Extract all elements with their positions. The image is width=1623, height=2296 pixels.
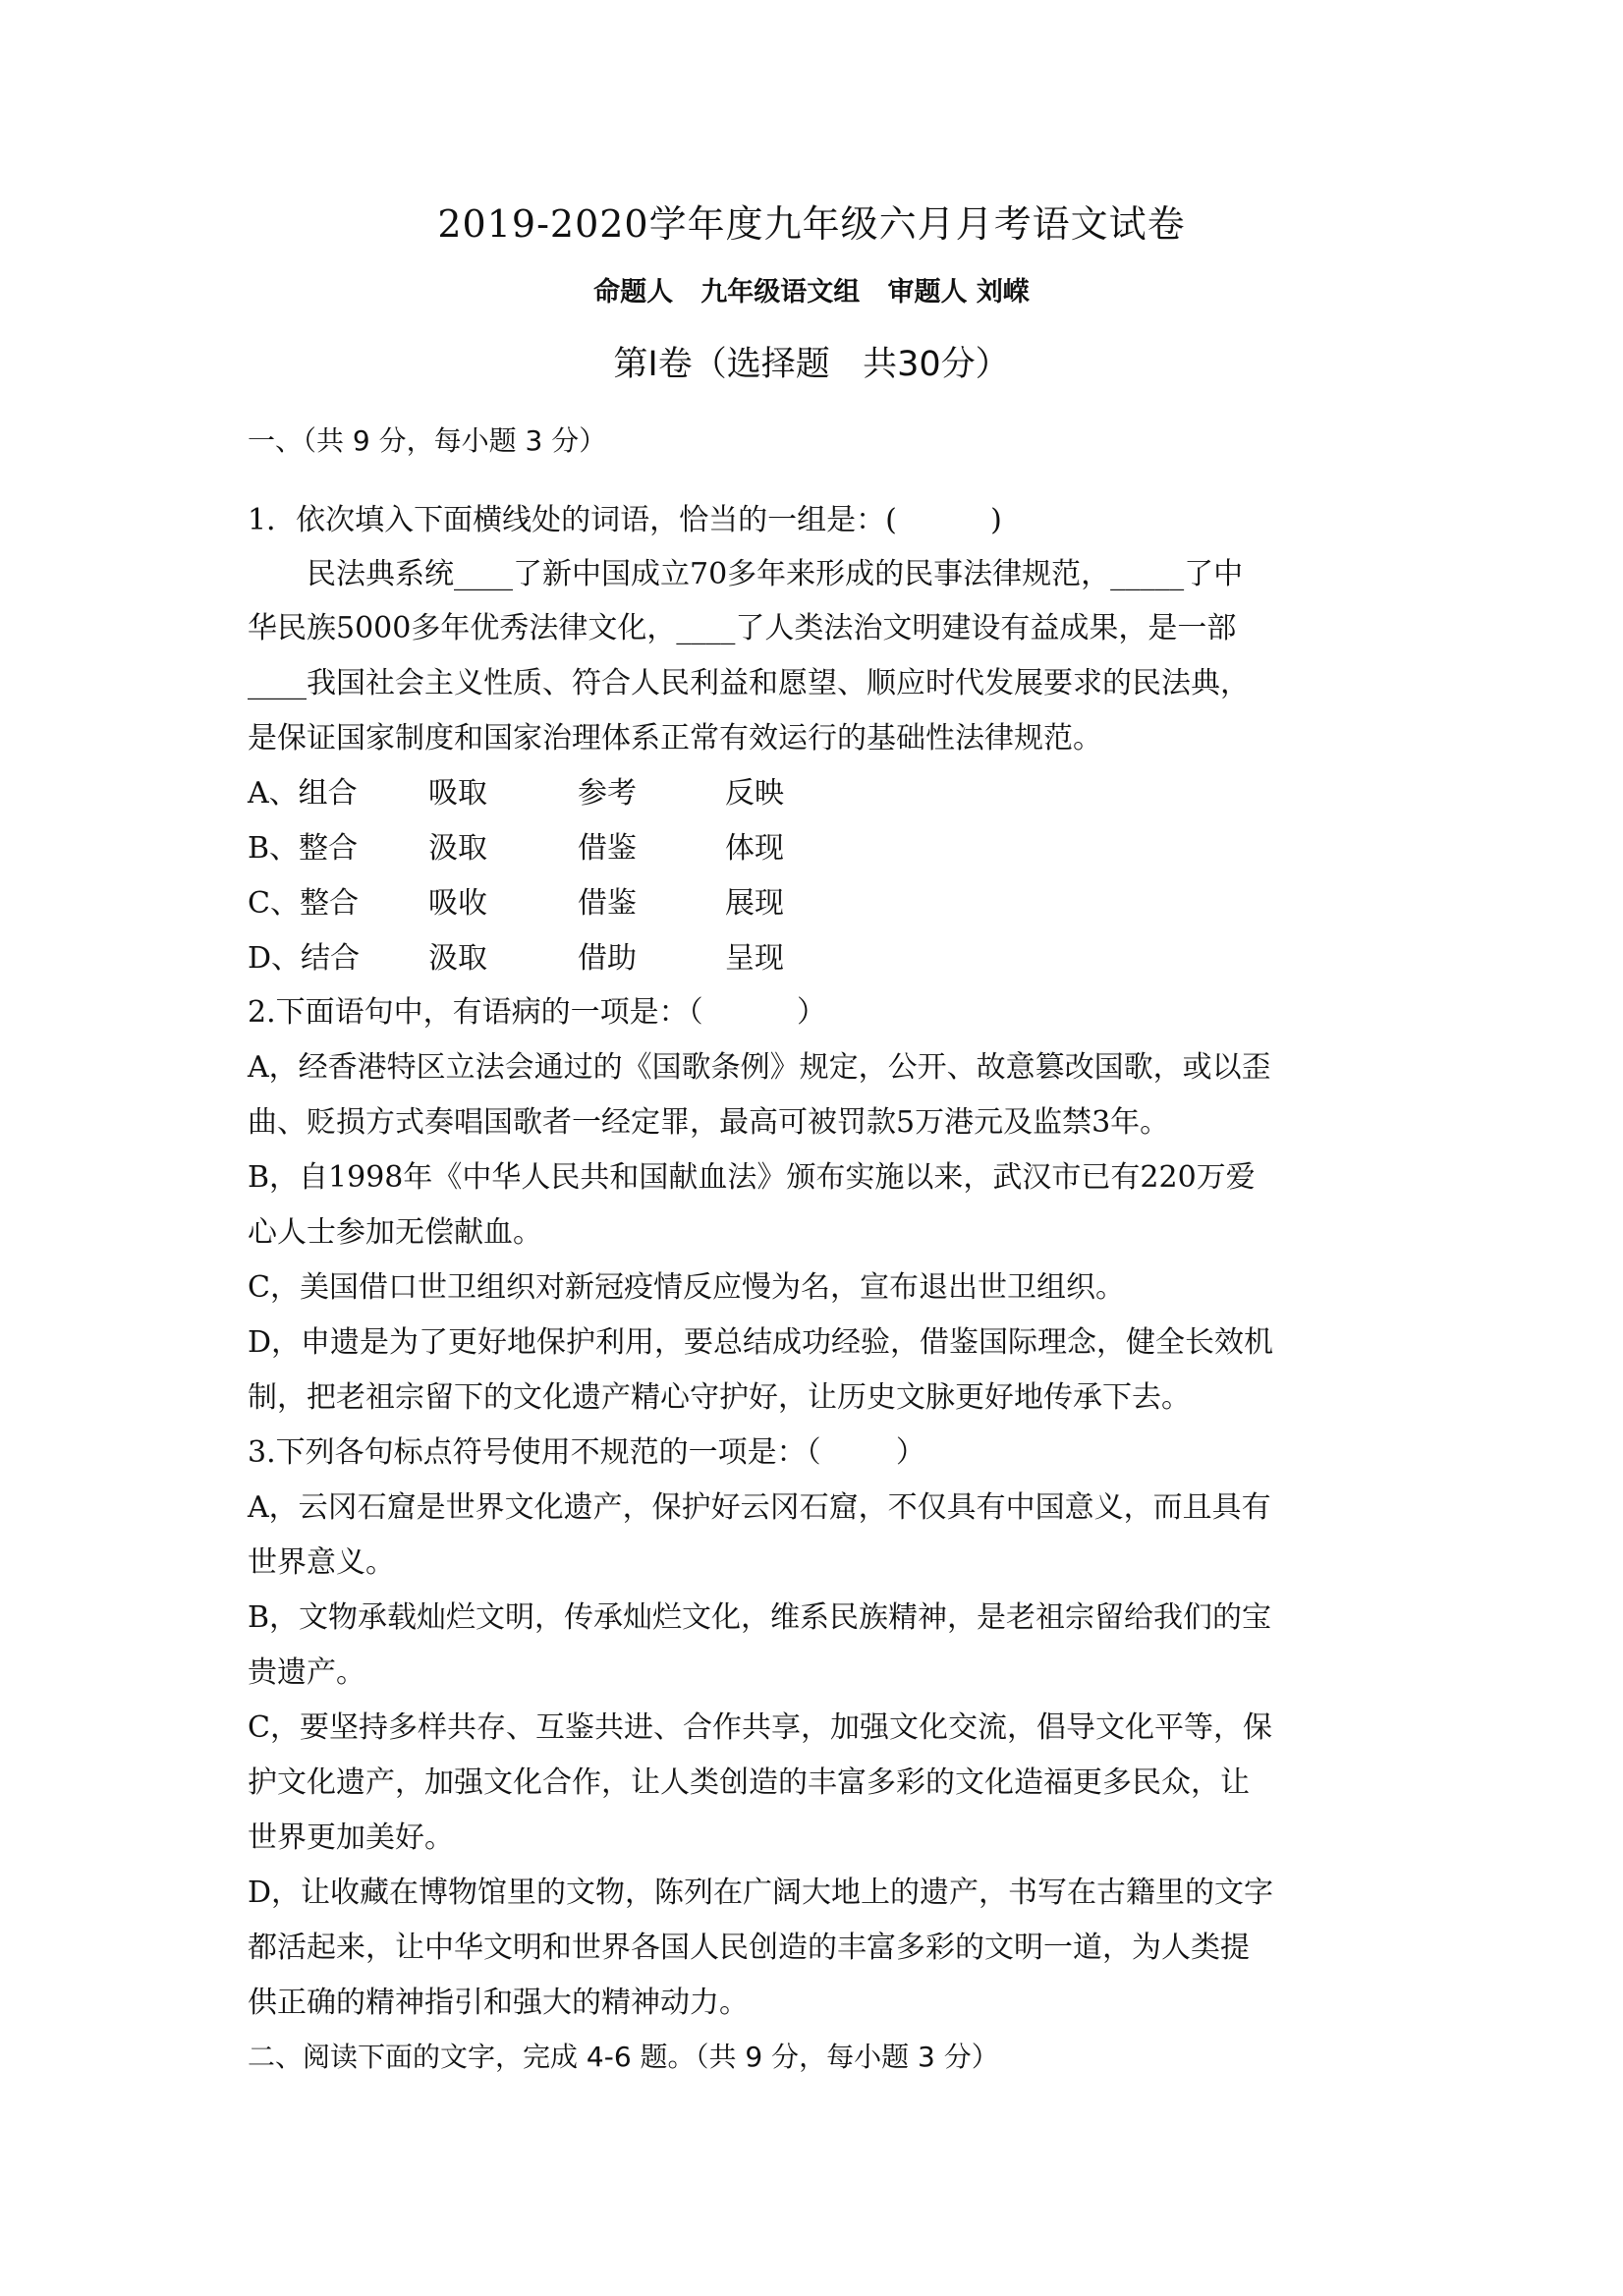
section-heading-1: 一、（共 9 分，每小题 3 分） xyxy=(248,424,607,457)
option-cell: 借助 xyxy=(578,941,637,976)
section-heading-2: 二、阅读下面的文字，完成 4-6 题。（共 9 分，每小题 3 分） xyxy=(248,2041,999,2073)
question-1-passage-line: 是保证国家制度和国家治理体系正常有效运行的基础性法律规范。 xyxy=(248,721,1102,756)
question-3-line: C，要坚持多样共存、互鉴共进、合作共享，加强文化交流，倡导文化平等，保 xyxy=(248,1710,1272,1745)
volume-title: 第Ⅰ卷（选择题 共30分） xyxy=(613,345,1010,384)
question-3-line: 供正确的精神指引和强大的精神动力。 xyxy=(248,1986,749,2020)
question-3-line: 护文化遗产，加强文化合作，让人类创造的丰富多彩的文化造福更多民众，让 xyxy=(248,1765,1250,1800)
question-1-passage-line: 民法典系统____了新中国成立70多年来形成的民事法律规范，_____了中 xyxy=(307,557,1244,591)
option-cell: D、结合 xyxy=(248,941,361,976)
option-cell: 借鉴 xyxy=(578,886,637,921)
question-2-line: 心人士参加无偿献血。 xyxy=(248,1215,542,1250)
exam-authors: 命题人 九年级语文组 审题人 刘嵘 xyxy=(593,277,1030,308)
question-3-line: A，云冈石窟是世界文化遗产，保护好云冈石窟，不仅具有中国意义，而且具有 xyxy=(248,1490,1271,1525)
question-2-line: A，经香港特区立法会通过的《国歌条例》规定，公开、故意篡改国歌，或以歪 xyxy=(248,1050,1271,1085)
question-3-stem: 3.下列各句标点符号使用不规范的一项是：（ ） xyxy=(248,1435,925,1470)
question-3-line: 世界更加美好。 xyxy=(248,1820,454,1855)
question-2-line: C，美国借口世卫组织对新冠疫情反应慢为名，宣布退出世卫组织。 xyxy=(248,1270,1125,1305)
question-3-line: D，让收藏在博物馆里的文物，陈列在广阔大地上的遗产，书写在古籍里的文字 xyxy=(248,1876,1274,1910)
question-1-passage-line: ____我国社会主义性质、符合人民利益和愿望、顺应时代发展要求的民法典， xyxy=(248,666,1250,700)
option-cell: 呈现 xyxy=(725,941,784,976)
question-2-stem: 2.下面语句中，有语病的一项是：（ ） xyxy=(248,995,826,1030)
question-3-line: 世界意义。 xyxy=(248,1545,395,1580)
question-1-passage-line: 华民族5000多年优秀法律文化，____了人类法治文明建设有益成果，是一部 xyxy=(248,611,1237,645)
question-2-line: B，自1998年《中华人民共和国献血法》颁布实施以来，武汉市已有220万爱 xyxy=(248,1160,1256,1195)
option-cell: 反映 xyxy=(725,776,784,811)
question-2-line: D，申遗是为了更好地保护利用，要总结成功经验，借鉴国际理念，健全长效机 xyxy=(248,1325,1274,1360)
option-cell: 体现 xyxy=(725,831,784,866)
question-2-line: 曲、贬损方式奏唱国歌者一经定罪，最高可被罚款5万港元及监禁3年。 xyxy=(248,1105,1170,1140)
question-1-stem: 1．依次填入下面横线处的词语，恰当的一组是：( ) xyxy=(248,503,1002,537)
option-cell: B、整合 xyxy=(248,831,359,866)
option-cell: 展现 xyxy=(725,886,784,921)
option-cell: 参考 xyxy=(578,776,637,811)
question-2-line: 制，把老祖宗留下的文化遗产精心守护好，让历史文脉更好地传承下去。 xyxy=(248,1380,1191,1415)
option-cell: 汲取 xyxy=(428,831,487,866)
option-cell: 吸收 xyxy=(428,886,487,921)
option-cell: A、组合 xyxy=(248,776,358,811)
option-cell: 吸取 xyxy=(428,776,487,811)
option-cell: 汲取 xyxy=(428,941,487,976)
exam-title: 2019-2020学年度九年级六月月考语文试卷 xyxy=(437,202,1186,246)
question-3-line: 都活起来，让中华文明和世界各国人民创造的丰富多彩的文明一道，为人类提 xyxy=(248,1931,1250,1965)
option-cell: 借鉴 xyxy=(578,831,637,866)
option-cell: C、整合 xyxy=(248,886,359,921)
question-3-line: B，文物承载灿烂文明，传承灿烂文化，维系民族精神，是老祖宗留给我们的宝 xyxy=(248,1600,1272,1635)
question-3-line: 贵遗产。 xyxy=(248,1655,365,1690)
